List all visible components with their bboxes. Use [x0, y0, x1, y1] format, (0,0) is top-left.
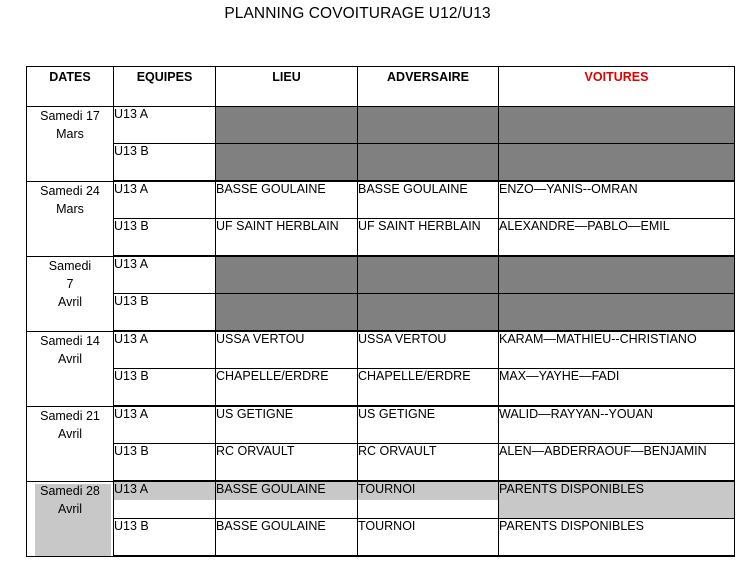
adversaire-cell: CHAPELLE/ERDRE: [358, 369, 499, 407]
table-row: [27, 444, 735, 482]
table-row: [27, 294, 735, 332]
team-cell: U13 A: [114, 406, 216, 444]
lieu-cell: US GETIGNE: [216, 406, 358, 444]
table-row: [27, 406, 735, 444]
adversaire-cell: BASSE GOULAINE: [358, 181, 499, 219]
date-cell: [27, 331, 114, 406]
adversaire-cell: US GETIGNE: [358, 406, 499, 444]
voitures-cell: [499, 256, 735, 294]
table-row: [27, 219, 735, 257]
voitures-cell: PARENTS DISPONIBLES: [499, 481, 735, 519]
date-line: Samedi: [48, 258, 92, 273]
team-cell: U13 A: [114, 107, 216, 144]
table-row: [27, 331, 735, 369]
adversaire-cell: [358, 294, 499, 332]
lieu-cell: UF SAINT HERBLAIN: [216, 219, 358, 257]
voitures-cell: PARENTS DISPONIBLES: [499, 519, 735, 557]
date-line: Mars: [56, 127, 84, 141]
date-cell: [27, 256, 114, 331]
date-cell: [27, 406, 114, 481]
date-line: Samedi 28: [40, 483, 100, 498]
adversaire-cell: TOURNOI: [358, 519, 499, 557]
date-line: 7: [66, 276, 74, 291]
team-cell: U13 B: [114, 369, 216, 407]
adversaire-cell: UF SAINT HERBLAIN: [358, 219, 499, 257]
team-cell: U13 B: [114, 294, 216, 332]
date-line: Avril: [57, 294, 83, 309]
planning-table: [26, 66, 735, 557]
team-cell: U13 B: [114, 444, 216, 482]
team-cell: U13 A: [114, 256, 216, 294]
voitures-cell: ALEN—ABDERRAOUF—BENJAMIN: [499, 444, 735, 482]
date-line: Avril: [57, 426, 83, 441]
team-cell: U13 B: [114, 144, 216, 182]
lieu-cell: BASSE GOULAINE: [216, 519, 358, 557]
adversaire-cell: [358, 107, 499, 144]
header-voitures: VOITURES: [499, 67, 735, 107]
page-title: PLANNING COVOITURAGE U12/U13: [224, 5, 491, 22]
voitures-cell: ENZO—YANIS--OMRAN: [499, 181, 735, 219]
lieu-cell: [216, 294, 358, 332]
team-cell: U13 A: [114, 181, 216, 219]
date-line: Avril: [57, 351, 83, 366]
adversaire-cell: [358, 256, 499, 294]
voitures-cell: MAX—YAYHE—FADI: [499, 369, 735, 407]
header-adversaire: ADVERSAIRE: [358, 67, 499, 107]
team-cell: U13 B: [114, 519, 216, 557]
voitures-cell: [499, 144, 735, 182]
voitures-cell: [499, 294, 735, 332]
voitures-cell: [499, 107, 735, 144]
team-cell: U13 B: [114, 219, 216, 257]
lieu-cell: BASSE GOULAINE: [216, 481, 358, 519]
voitures-cell: KARAM—MATHIEU--CHRISTIANO: [499, 331, 735, 369]
date-cell: [27, 481, 114, 556]
date-line: Samedi 24: [40, 183, 100, 198]
adversaire-cell: TOURNOI: [358, 481, 499, 519]
table-row: [27, 144, 735, 182]
lieu-cell: RC ORVAULT: [216, 444, 358, 482]
adversaire-cell: [358, 144, 499, 182]
table-row: [27, 481, 735, 519]
voitures-cell: WALID—RAYYAN--YOUAN: [499, 406, 735, 444]
table-row: [27, 181, 735, 219]
header-equipes: EQUIPES: [114, 67, 216, 107]
team-cell: U13 A: [114, 331, 216, 369]
voitures-cell: ALEXANDRE—PABLO—EMIL: [499, 219, 735, 257]
lieu-cell: [216, 144, 358, 182]
date-cell: [27, 107, 114, 182]
date-line: Samedi 17: [40, 109, 100, 123]
table-row: [27, 369, 735, 407]
date-line: Mars: [56, 201, 84, 216]
lieu-cell: [216, 256, 358, 294]
header-dates: DATES: [27, 67, 114, 107]
table-row: [27, 519, 735, 557]
lieu-cell: [216, 107, 358, 144]
lieu-cell: USSA VERTOU: [216, 331, 358, 369]
date-line: Samedi 21: [40, 408, 100, 423]
date-line: Samedi 14: [40, 333, 100, 348]
date-cell: [27, 181, 114, 256]
date-line: Avril: [57, 501, 83, 516]
header-row: [27, 67, 735, 107]
planning-body: [27, 107, 735, 557]
team-cell: U13 A: [114, 481, 216, 519]
table-row: [27, 256, 735, 294]
lieu-cell: BASSE GOULAINE: [216, 181, 358, 219]
header-lieu: LIEU: [216, 67, 358, 107]
lieu-cell: CHAPELLE/ERDRE: [216, 369, 358, 407]
adversaire-cell: RC ORVAULT: [358, 444, 499, 482]
table-row: [27, 107, 735, 144]
adversaire-cell: USSA VERTOU: [358, 331, 499, 369]
